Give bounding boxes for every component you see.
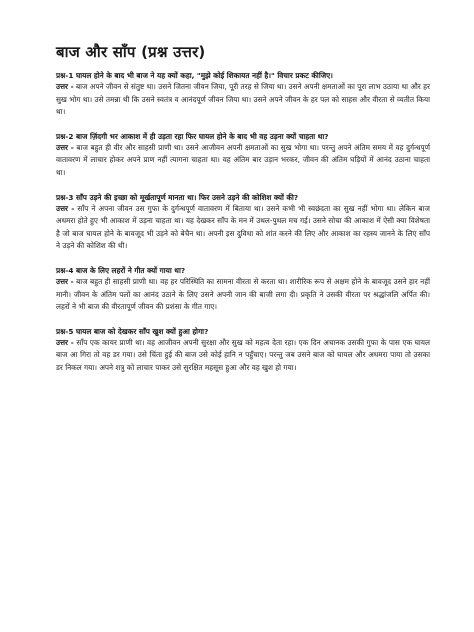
question-5: प्रश्न-5 घायल बाज को देखकर साँप खुश क्यों हुआ होगा?: [56, 326, 209, 336]
question-1: प्रश्न-1 घायल होने के बाद भी बाज ने यह क्यों कहा, "मुझे कोई शिकायत नहीं है।" विचार प्रकट कीजिए।: [56, 71, 333, 80]
answer-label: उत्तर -: [56, 142, 74, 152]
answer-text-2: बाज बहुत ही वीर और साहसी प्राणी था। उसने आजीवन अपनी क्षमताओं का सुख भोगा था। परन्तु अपने अंतिम समय में वह दुर्गन्धपूर्ण वातावरण में लाचार होकर अपने प्राण नहीं त्यागना चाहता था। वह अंतिम बार उड़ान भरकर, जीवन की अंतिम घड़ियों में आनंद उठाना चाहता था।: [56, 142, 430, 177]
answer-text-4: बाज बहुत ही साहसी प्राणी था। वह हर परिस्थिति का सामना वीरता से करता था। शारीरिक रूप से अक्षम होने के बावजूद उसने हार नहीं मानी। जीवन के अंतिम पलों का आनंद उठाने के लिए उसने अपनी जान की बाजी लगा दी। प्रकृति ने उसकी वीरता पर श्रद्धांजलि अर्पित की। लहरों ने भी बाज की वीरतापूर्ण जीवन की प्रशंसा के गीत गाए।: [56, 276, 430, 312]
page-title: बाज और साँप (प्रश्न उत्तर): [56, 43, 206, 61]
answer-text-3: साँप ने अपना जीवन उस गुफा के दुर्गन्धपूर्ण वातावरण में बिताया था। उसने कभी भी स्वछंदता का सुख नहीं भोगा था। लेकिन बाज अधमरा होते हुए भी आकाश में उड़ना चाहता था। यह देखकर साँप के मन में उथल-पुथल मच गई। उसने सोचा की आकाश में ऐसी क्या विशेषता है जो बाज घायल होने के बावजूद भी उड़ने को बेचैन था। अपनी इस दुविधा को शांत करने की लिए और आकाश का रहस्य जानने के लिए साँप ने उड़ने की कोशिश की थी।: [56, 203, 430, 251]
answer-5: [56, 337, 430, 375]
question-2: प्रश्न-2 बाज ज़िंदगी भर आकाश में ही उड़ता रहा फिर घायल होने के बाद भी वह उड़ना क्यों चाहता था?: [56, 131, 329, 141]
answer-text-5: साँप एक कायर प्राणी था। वह आजीवन अपनी सुरक्षा और सुख को महत्व देता रहा। एक दिन अचानक उसकी गुफा के पास एक घायल बाज आ गिरा तो वह डर गया। उसे चिंता हुई की बाज उसे कोई हानि न पहुँचाए। परन्तु जब उसने बाज को घायल और अधमरा पाया तो उसका डर निकल गया। अपने शत्रु को लाचार पाकर उसे सुरक्षित महसूस हुआ और वह खुश हो गया।: [56, 337, 430, 372]
answer-1: [56, 81, 430, 119]
qa-item-2: [56, 131, 430, 180]
qa-item-3: [56, 192, 430, 253]
qa-item-1: [56, 70, 430, 119]
qa-item-5: [56, 326, 430, 375]
answer-label: उत्तर -: [56, 82, 74, 91]
question-3: प्रश्न-3 साँप उड़ने की इच्छा को मूर्खतापूर्ण मानता था। फिर उसने उड़ने की कोशिश क्यों की?: [56, 192, 299, 202]
answer-label: उत्तर -: [56, 203, 75, 213]
qa-item-4: [56, 265, 430, 314]
answer-3: [56, 203, 430, 253]
answer-label: उत्तर -: [56, 276, 74, 286]
answer-2: [56, 142, 430, 180]
answer-text-1: बाज अपने जीवन से संतुष्ट था। उसने जितना जीवन जिया, पूरी तरह से जिया था। उसने अपनी क्षमताओं का पूरा लाभ उठाया था और हर सुख भोग था। उसे तमन्ना थी कि उसने स्वतंत्र व आनंदपूर्ण जीवन जिया था। उसने अपने जीवन के हर पल को साहस और वीरता से व्यतीत किया था।: [56, 82, 430, 117]
question-4: प्रश्न-4 बाज के लिए लहरों ने गीत क्यों गाया था?: [56, 265, 186, 275]
answer-4: [56, 276, 430, 314]
answer-label: उत्तर -: [56, 337, 74, 347]
